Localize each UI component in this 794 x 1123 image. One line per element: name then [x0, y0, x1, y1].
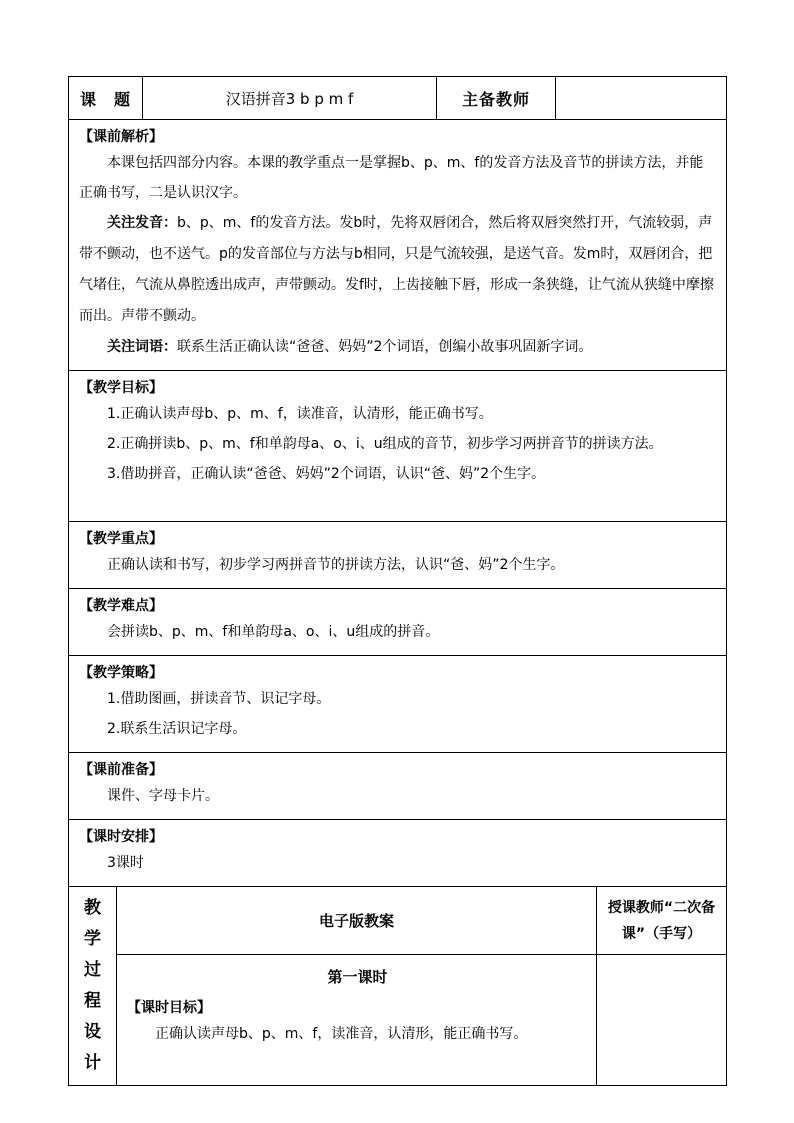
- analysis-paragraph-2: [79, 208, 716, 332]
- keypoints-title: 【教学重点】: [79, 531, 163, 547]
- process-content-row: [69, 955, 727, 1086]
- keypoints-text: 正确认读和书写，初步学习两拼音节的拼读方法，认识“爸、妈”2个生字。: [107, 557, 565, 573]
- analysis-paragraph-3: [79, 332, 716, 362]
- difficulties-row: [69, 589, 727, 656]
- vertical-char: 过: [84, 960, 101, 980]
- pronunciation-label: 关注发音：: [107, 215, 177, 231]
- vertical-char: 计: [84, 1053, 101, 1073]
- teacher-note-label: 授课教师“二次备课”（手写）: [597, 887, 727, 955]
- goal-item: 2.正确拼读b、p、m、f和单韵母a、o、i、u组成的音节，初步学习两拼音节的拼读方法。: [107, 436, 663, 452]
- teacher-label: 主备教师: [437, 77, 556, 120]
- strategy-item: 2.联系生活识记字母。: [107, 721, 247, 737]
- vertical-char: 学: [84, 929, 101, 949]
- vocabulary-label: 关注词语：: [107, 339, 177, 355]
- schedule-row: [69, 820, 727, 887]
- prep-title: 【课前准备】: [79, 762, 163, 778]
- vocabulary-text: 联系生活正确认读“爸爸、妈妈”2个词语，创编小故事巩固新字词。: [177, 339, 593, 355]
- strategy-section: [69, 656, 727, 753]
- analysis-title: 【课前解析】: [79, 129, 163, 145]
- process-header-row: [69, 887, 727, 955]
- process-vertical-label: [69, 887, 117, 1086]
- teacher-value: [556, 77, 727, 120]
- keypoints-row: [69, 522, 727, 589]
- analysis-row: [69, 120, 727, 371]
- schedule-title: 【课时安排】: [79, 829, 163, 845]
- header-row: [69, 77, 727, 120]
- topic-label: 课 题: [69, 77, 143, 120]
- vertical-char: 设: [84, 1022, 101, 1042]
- prep-section: [69, 753, 727, 820]
- schedule-section: [69, 820, 727, 887]
- prep-row: [69, 753, 727, 820]
- strategy-row: [69, 656, 727, 753]
- pronunciation-text: b、p、m、f的发音方法。发b时，先将双唇闭合，然后将双唇突然打开，气流较弱，声带不颤动，也不送气。p的发音部位与方法与b相同，只是气流较强，是送气音。发m时，双唇闭合，把气堵住，气流从鼻腔透出成声，声带颤动。发f时，上齿接触下唇，形成一条狭缝，让气流从狭缝中摩擦而出。声带不颤动。: [79, 215, 714, 324]
- keypoints-section: [69, 522, 727, 589]
- strategy-item: 1.借助图画，拼读音节、识记字母。: [107, 691, 331, 707]
- lesson-content: [117, 955, 597, 1086]
- difficulties-text: 会拼读b、p、m、f和单韵母a、o、i、u组成的拼音。: [107, 624, 440, 640]
- difficulties-title: 【教学难点】: [79, 598, 163, 614]
- goals-section: [69, 371, 727, 522]
- lesson-goal-title: 【课时目标】: [127, 1000, 211, 1017]
- prep-text: 课件、字母卡片。: [107, 788, 219, 804]
- vertical-char: 程: [84, 991, 101, 1011]
- lesson-title: 第一课时: [327, 968, 388, 987]
- lesson-goal-text: 正确认读声母b、p、m、f，读准音，认清形，能正确书写。: [155, 1026, 528, 1043]
- goals-title: 【教学目标】: [79, 380, 163, 396]
- strategy-title: 【教学策略】: [79, 665, 163, 681]
- analysis-paragraph-1: 本课包括四部分内容。本课的教学重点一是掌握b、p、m、f的发音方法及音节的拼读方法，并能正确书写，二是认识汉字。: [79, 155, 704, 201]
- teacher-note-area[interactable]: [597, 955, 727, 1086]
- goal-item: 1.正确认读声母b、p、m、f，读准音，认清形，能正确书写。: [107, 406, 493, 422]
- goals-row: [69, 371, 727, 522]
- schedule-text: 3课时: [107, 855, 144, 871]
- topic-value: 汉语拼音3 b p m f: [143, 77, 437, 120]
- goal-item: 3.借助拼音，正确认读“爸爸、妈妈”2个词语，认识“爸、妈”2个生字。: [107, 466, 546, 482]
- electronic-plan-label: 电子版教案: [117, 887, 597, 955]
- vertical-char: 教: [84, 898, 101, 918]
- difficulties-section: [69, 589, 727, 656]
- lesson-plan-table: [68, 76, 727, 1086]
- lesson-plan-sheet: [68, 76, 726, 1086]
- analysis-section: [69, 120, 727, 371]
